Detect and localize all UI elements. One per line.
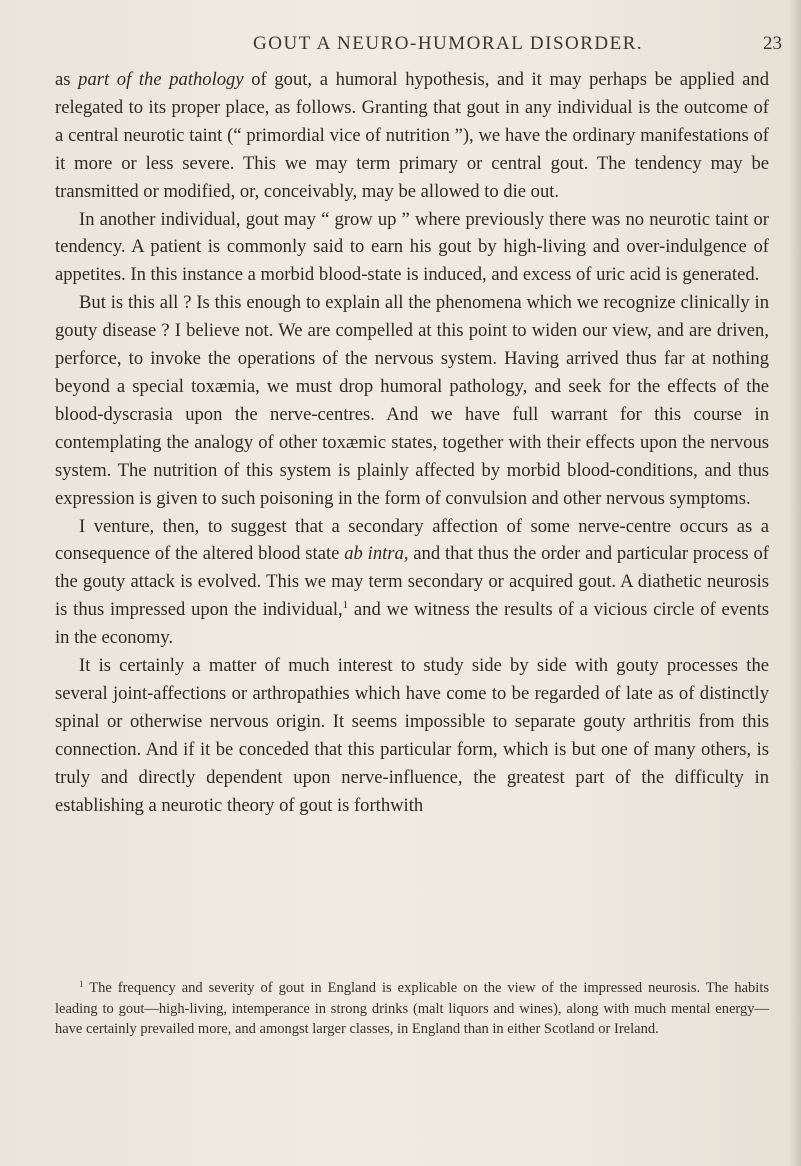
footnote-text: The frequency and severity of gout in England is explicable on the view of the impressed neurosis. The habits leading to gout—high-living, intemperance in strong drinks (malt liquors and wines), along with much mental energy—have certainly prevailed more, and amongst larger classes, in England than in either Scotland or Ireland. — [55, 980, 769, 1037]
footnote-reference[interactable]: 1 — [342, 599, 349, 612]
paragraph-3: But is this all ? Is this enough to explain all the phenomena which we recognize clinically in gouty disease ? I believe not. We are compelled at this point to widen our view, and are driven, perforce, to invoke the operations of the nervous system. Having arrived thus far at nothing beyond a special toxæmia, we must drop humoral pathology, and seek for the effects of the blood-dyscrasia upon the nerve-centres. And we have full warrant for this course in contemplating the analogy of other toxæmic states, together with their effects upon the nervous system. The nutrition of this system is plainly affected by morbid blood-conditions, and thus expression is given to such poisoning in the form of convulsion and other nervous symptoms. — [55, 292, 769, 509]
paragraph-4-text-c: and we witness the results of a vicious circle of events in the economy. — [55, 599, 769, 649]
paragraph-5: It is certainly a matter of much interest to study side by side with gouty processes the several joint-affections or arthropathies which have come to be regarded of late as of distinctly spinal or otherwise nervous origin. It seems impossible to separate gouty arthritis from this connection. And if it be conceded that this particular form, which is but one of many others, is truly and directly dependent upon nerve-influence, the greatest part of the difficulty in establishing a neurotic theory of gout is forthwith — [55, 655, 769, 816]
paragraph-4-text-a: I venture, then, to suggest that a secondary affection of some nerve-centre occurs as a consequence of the altered blood state — [55, 515, 769, 565]
paragraph-4-text-b: , and that thus the order and particular process of the gouty attack is evolved. This we may term secondary or acquired gout. A diathetic neurosis is thus impressed upon the individual, — [55, 543, 769, 621]
running-header — [253, 33, 782, 57]
paragraph-2: In another individual, gout may “ grow up ” where previously there was no neurotic taint or tendency. A patient is commonly said to earn his gout by high-living and over-indulgence of appetites. In this instance a morbid blood-state is induced, and excess of uric acid is generated. — [55, 208, 769, 286]
page-number: 23 — [763, 33, 782, 54]
paragraph-1-lead: as — [55, 69, 79, 90]
page-edge-shadow — [789, 0, 801, 1166]
paragraph-4-emphasis: ab intra — [344, 543, 404, 565]
paragraph-4 — [55, 513, 769, 653]
footnote — [55, 978, 769, 1040]
body-text — [55, 66, 769, 819]
footnote-marker: 1 — [79, 979, 84, 989]
paragraph-1 — [55, 66, 769, 206]
paragraph-1-text: of gout, a humoral hypothesis, and it may perhaps be applied and relegated to its proper place, as follows. Granting that gout in any individual is the outcome of a central neurotic taint (“ primordial vice of nutrition ”), we have the ordinary manifestations of it more or less severe. This we may term primary or central gout. The tendency may be transmitted or modified, or, conceivably, may be allowed to die out. — [55, 69, 769, 202]
running-title: GOUT A NEURO-HUMORAL DISORDER. — [253, 33, 644, 54]
paragraph-1-emphasis: part of the pathology — [78, 69, 244, 90]
